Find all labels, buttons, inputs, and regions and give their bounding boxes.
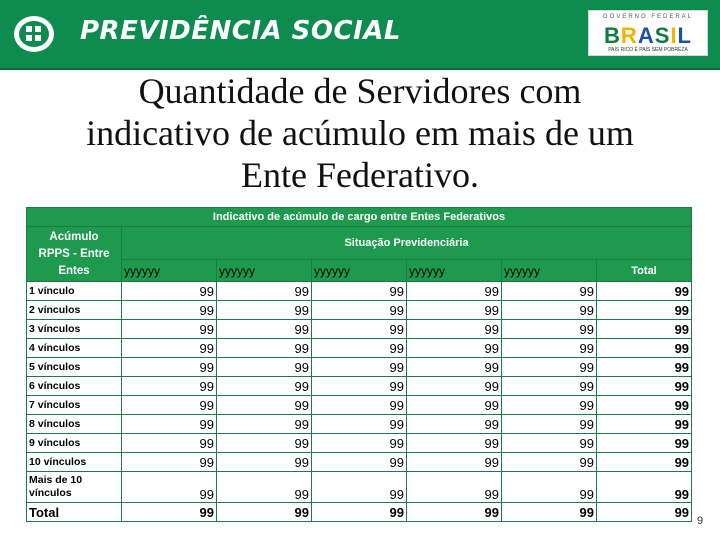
cell: 99 [502,339,597,358]
sub-header-4: yyyyyy [407,260,502,282]
brasil-wordmark: BRASIL [604,23,692,48]
cell: 99 [217,377,312,396]
cell: 99 [502,301,597,320]
sub-header-5: yyyyyy [502,260,597,282]
row-label: 2 vínculos [27,301,122,320]
cell: 99 [312,434,407,453]
cell: 99 [122,377,217,396]
first-column-header: Acúmulo RPPS - Entre Entes [27,227,122,282]
grand-total-cell: 99 [597,503,692,522]
total-row-label: Total [27,503,122,522]
total-cell: 99 [597,472,692,503]
cell: 99 [502,320,597,339]
table-row [27,434,692,453]
table-row [27,358,692,377]
cell: 99 [502,472,597,503]
total-cell: 99 [597,453,692,472]
cell: 99 [502,415,597,434]
cell: 99 [407,282,502,301]
cell: 99 [312,377,407,396]
cell: 99 [502,396,597,415]
cell: 99 [122,453,217,472]
row-label: 1 vínculo [27,282,122,301]
page-number: 9 [697,515,704,527]
table-row [27,282,692,301]
total-cell: 99 [597,377,692,396]
cell: 99 [312,320,407,339]
table-row [27,453,692,472]
total-cell: 99 [122,503,217,522]
cell: 99 [217,415,312,434]
cell: 99 [407,434,502,453]
gov-top-text: GOVERNO FEDERAL [602,14,693,20]
row-label: 10 vínculos [27,453,122,472]
cell: 99 [312,472,407,503]
table-caption: Indicativo de acúmulo de cargo entre Entes Federativos [27,208,692,227]
row-label: 5 vínculos [27,358,122,377]
table-row [27,377,692,396]
cell: 99 [122,396,217,415]
cell: 99 [217,453,312,472]
cell: 99 [312,301,407,320]
brasil-gov-logo [588,10,708,56]
cell: 99 [407,358,502,377]
total-cell: 99 [597,358,692,377]
row-label: 6 vínculos [27,377,122,396]
row-label: 4 vínculos [27,339,122,358]
brand-name: PREVIDÊNCIA SOCIAL [80,16,401,46]
total-cell: 99 [597,301,692,320]
cell: 99 [217,320,312,339]
cell: 99 [502,377,597,396]
cell: 99 [407,396,502,415]
total-cell: 99 [597,434,692,453]
cell: 99 [217,301,312,320]
cell: 99 [407,339,502,358]
cell: 99 [122,339,217,358]
cell: 99 [502,282,597,301]
table-row [27,396,692,415]
table-row [27,339,692,358]
total-cell: 99 [312,503,407,522]
cell: 99 [217,396,312,415]
cell: 99 [407,377,502,396]
sub-header-1: yyyyyy [122,260,217,282]
gov-tagline: PAÍS RICO É PAÍS SEM POBREZA [608,47,688,53]
row-label: 3 vínculos [27,320,122,339]
cell: 99 [122,282,217,301]
total-cell: 99 [502,503,597,522]
total-cell: 99 [597,282,692,301]
cell: 99 [312,282,407,301]
accumulation-table [26,207,692,522]
cell: 99 [122,472,217,503]
cell: 99 [122,434,217,453]
row-label: 8 vínculos [27,415,122,434]
cell: 99 [407,453,502,472]
cell: 99 [502,358,597,377]
table-row [27,472,692,503]
total-cell: 99 [407,503,502,522]
total-cell: 99 [217,503,312,522]
group-header: Situação Previdenciária [122,227,692,260]
cell: 99 [407,472,502,503]
total-row [27,503,692,522]
total-cell: 99 [597,396,692,415]
table-row [27,301,692,320]
cell: 99 [312,453,407,472]
total-cell: 99 [597,320,692,339]
cell: 99 [407,415,502,434]
cell: 99 [217,282,312,301]
cell: 99 [312,339,407,358]
cell: 99 [122,301,217,320]
cell: 99 [122,320,217,339]
row-label: 7 vínculos [27,396,122,415]
table-row [27,415,692,434]
cell: 99 [217,339,312,358]
total-cell: 99 [597,339,692,358]
sub-header-2: yyyyyy [217,260,312,282]
cell: 99 [122,358,217,377]
cell: 99 [217,434,312,453]
cell: 99 [312,396,407,415]
slide-title: Quantidade de Servidores com indicativo de acúmulo em mais de um Ente Federativo. [86,71,634,195]
cell: 99 [502,453,597,472]
cell: 99 [217,358,312,377]
table-row [27,320,692,339]
header-bar [0,0,720,70]
total-cell: 99 [597,415,692,434]
row-label: 9 vínculos [27,434,122,453]
cell: 99 [122,415,217,434]
cell: 99 [407,320,502,339]
sub-header-total: Total [597,260,692,282]
cell: 99 [502,434,597,453]
row-label: Mais de 10 vínculos [27,472,122,503]
cell: 99 [407,301,502,320]
cell: 99 [312,358,407,377]
cell: 99 [217,472,312,503]
sub-header-3: yyyyyy [312,260,407,282]
previdencia-logo-icon [12,14,56,54]
cell: 99 [312,415,407,434]
